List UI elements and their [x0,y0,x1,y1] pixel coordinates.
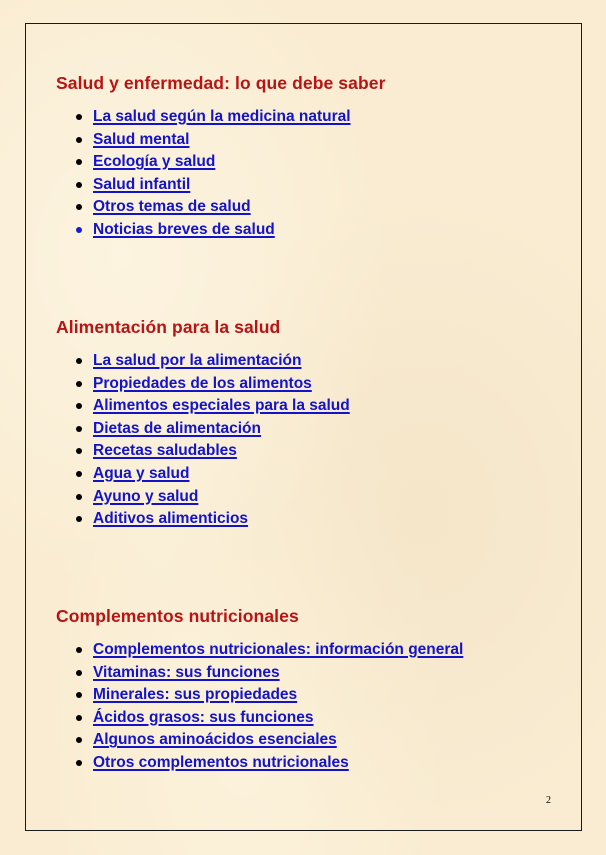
list-item [56,730,576,753]
link-salud-mental[interactable]: Salud mental [93,130,190,148]
bullet-icon [76,647,82,653]
section-alimentacion [56,317,576,532]
bullet-icon [76,114,82,120]
list-item [56,419,576,442]
list-item [56,509,576,532]
bullet-icon [76,381,82,387]
bullet-icon [76,426,82,432]
link-otros-complementos[interactable]: Otros complementos nutricionales [93,753,349,771]
bullet-icon [76,471,82,477]
link-ayuno-salud[interactable]: Ayuno y salud [93,487,199,505]
link-minerales[interactable]: Minerales: sus propiedades [93,686,298,704]
list-item [56,175,576,198]
bullet-icon [76,403,82,409]
list-item [56,441,576,464]
link-aditivos[interactable]: Aditivos alimenticios [93,510,249,528]
section-complementos [56,606,576,776]
list-item [56,487,576,510]
section-heading: Salud y enfermedad: lo que debe saber [56,73,386,93]
list-item [56,351,576,374]
bullet-icon [76,448,82,454]
section-heading: Alimentación para la salud [56,317,281,337]
link-list [56,351,576,532]
list-item [56,708,576,731]
link-ecologia-salud[interactable]: Ecología y salud [93,153,216,171]
link-salud-infantil[interactable]: Salud infantil [93,175,191,193]
link-acidos-grasos[interactable]: Ácidos grasos: sus funciones [93,708,314,726]
link-propiedades-alimentos[interactable]: Propiedades de los alimentos [93,374,312,392]
link-salud-alimentacion[interactable]: La salud por la alimentación [93,352,302,369]
link-list [56,640,576,776]
link-alimentos-especiales[interactable]: Alimentos especiales para la salud [93,397,350,415]
list-item [56,374,576,397]
list-item [56,640,576,663]
list-item [56,685,576,708]
section-heading: Complementos nutricionales [56,606,299,626]
link-complementos-info[interactable]: Complementos nutricionales: información general [93,641,464,658]
list-item [56,152,576,175]
list-item [56,464,576,487]
link-agua-salud[interactable]: Agua y salud [93,464,190,482]
page-number: 2 [546,795,551,806]
bullet-icon [76,358,82,364]
link-vitaminas[interactable]: Vitaminas: sus funciones [93,663,280,681]
list-item [56,753,576,776]
link-recetas[interactable]: Recetas saludables [93,442,237,460]
bullet-icon [76,715,82,721]
list-item [56,130,576,153]
list-item [56,220,576,243]
list-item [56,107,576,130]
link-aminoacidos[interactable]: Algunos aminoácidos esenciales [93,731,337,749]
list-item [56,396,576,419]
bullet-icon [76,670,82,676]
link-dietas[interactable]: Dietas de alimentación [93,419,261,437]
link-noticias-breves[interactable]: Noticias breves de salud [93,220,275,238]
list-item [56,663,576,686]
link-list [56,107,576,243]
bullet-icon [76,227,82,233]
link-otros-temas-salud[interactable]: Otros temas de salud [93,198,251,216]
link-salud-medicina-natural[interactable]: La salud según la medicina natural [93,108,351,125]
bullet-icon [76,516,82,522]
bullet-icon [76,159,82,165]
bullet-icon [76,137,82,143]
bullet-icon [76,182,82,188]
bullet-icon [76,737,82,743]
bullet-icon [76,692,82,698]
bullet-icon [76,204,82,210]
list-item [56,197,576,220]
bullet-icon [76,760,82,766]
section-salud-enfermedad [56,73,576,243]
bullet-icon [76,494,82,500]
